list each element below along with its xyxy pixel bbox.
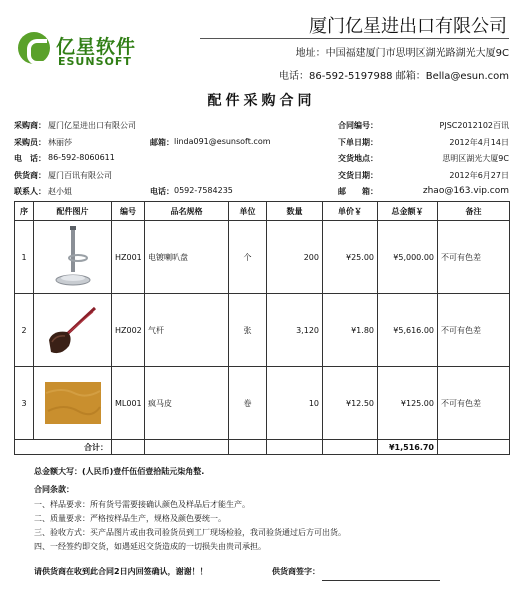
delivery-place-label: 交货地点： <box>338 154 378 163</box>
part-name: 电镀喇叭盘 <box>145 221 229 294</box>
row-number: 2 <box>15 294 34 367</box>
company-address: 地址：中国福建厦门市思明区湖光路湖光大厦9C <box>295 48 509 59</box>
company-logo <box>16 30 166 70</box>
contact-value: 赵小姐 <box>48 187 72 196</box>
col-header: 单价￥ <box>323 202 378 221</box>
tel-label: 电话： <box>150 187 174 196</box>
term-item: 二、质量要求：严格按样品生产，规格及颜色要统一。 <box>34 514 226 523</box>
part-note: 不可有色差 <box>438 221 510 294</box>
order-date-label: 下单日期： <box>338 138 378 147</box>
part-unit: 个 <box>229 221 267 294</box>
empty-cell <box>267 440 323 455</box>
buyer-label: 采购商： <box>14 121 46 130</box>
col-header: 单位 <box>229 202 267 221</box>
table-row <box>15 367 510 440</box>
total-label: 合计： <box>15 440 112 455</box>
row-number: 3 <box>15 367 34 440</box>
table-row <box>15 221 510 294</box>
purchaser-label: 采购员： <box>14 138 46 147</box>
term-item: 三、验收方式：买产品图片或由我司验货员到工厂现场检验，我司验货通过后方可出货。 <box>34 528 346 537</box>
signature-label: 供货商签字： <box>272 567 320 576</box>
empty-cell <box>112 440 145 455</box>
empty-cell <box>323 440 378 455</box>
supplier-label: 供货商： <box>14 171 46 180</box>
part-unit: 卷 <box>229 367 267 440</box>
terms-heading: 合同条款： <box>34 485 74 494</box>
order-date-value: 2012年4月14日 <box>449 138 509 147</box>
unit-price: ¥25.00 <box>323 221 378 294</box>
delivery-date-value: 2012年6月27日 <box>449 171 509 180</box>
table-header-row <box>15 202 510 221</box>
col-header: 数量 <box>267 202 323 221</box>
part-code: HZ002 <box>112 294 145 367</box>
supplier-value: 厦门百讯有限公司 <box>48 171 112 180</box>
phone-value: 86-592-8060611 <box>48 153 115 162</box>
phone-label: 电 话： <box>14 154 46 163</box>
table-row <box>15 294 510 367</box>
contract-no-value: PJSC2012102百讯 <box>439 121 509 130</box>
part-qty: 200 <box>267 221 323 294</box>
logo-english-name: ESUNSOFT <box>58 55 132 68</box>
header-divider <box>200 38 509 39</box>
part-image <box>34 221 112 294</box>
company-name: 厦门亿星进出口有限公司 <box>309 16 507 37</box>
parts-table <box>14 201 510 455</box>
email-value: linda091@esunsoft.com <box>174 137 271 146</box>
part-code: HZ001 <box>112 221 145 294</box>
row-number: 1 <box>15 221 34 294</box>
contract-no-label: 合同编号： <box>338 121 378 130</box>
empty-cell <box>438 440 510 455</box>
part-image <box>34 294 112 367</box>
col-header: 总金额￥ <box>378 202 438 221</box>
part-note: 不可有色差 <box>438 294 510 367</box>
company-contact: 电话：86-592-5197988 邮箱：Bella@esun.com <box>278 71 509 82</box>
line-amount: ¥125.00 <box>378 367 438 440</box>
col-header: 品名规格 <box>145 202 229 221</box>
part-image <box>34 367 112 440</box>
line-amount: ¥5,616.00 <box>378 294 438 367</box>
part-code: ML001 <box>112 367 145 440</box>
buyer-value: 厦门亿星进出口有限公司 <box>48 121 136 130</box>
part-qty: 3,120 <box>267 294 323 367</box>
col-header: 配件图片 <box>34 202 112 221</box>
logo-chinese-name: 亿星软件 <box>56 36 137 58</box>
delivery-date-label: 交货日期： <box>338 171 378 180</box>
amount-in-words: 总金额大写：(人民币)壹仟伍佰壹拾陆元柒角整. <box>34 467 205 476</box>
total-amount: ¥1,516.70 <box>378 440 438 455</box>
line-amount: ¥5,000.00 <box>378 221 438 294</box>
term-item: 四、一经签约即交货，如遇延迟交货造成的一切损失由贵司承担。 <box>34 542 266 551</box>
confirm-request: 请供货商在收到此合同2日内回签确认，谢谢！！ <box>34 567 208 576</box>
empty-cell <box>145 440 229 455</box>
total-row <box>15 440 510 455</box>
part-name: 气杆 <box>145 294 229 367</box>
unit-price: ¥1.80 <box>323 294 378 367</box>
logo-icon <box>18 32 50 64</box>
unit-price: ¥12.50 <box>323 367 378 440</box>
part-qty: 10 <box>267 367 323 440</box>
empty-cell <box>229 440 267 455</box>
col-header: 序 <box>15 202 34 221</box>
document-title: 配件采购合同 <box>207 93 316 109</box>
chair-base-icon <box>46 224 100 290</box>
col-header: 编号 <box>112 202 145 221</box>
delivery-place-value: 思明区湖光大厦9C <box>442 154 509 163</box>
part-name: 疯马皮 <box>145 367 229 440</box>
contact-label: 联系人： <box>14 187 46 196</box>
term-item: 一、样品要求：所有货号需要接确认颜色及样品后才能生产。 <box>34 500 250 509</box>
signature-line <box>322 580 440 581</box>
col-header: 备注 <box>438 202 510 221</box>
mail-label: 邮 箱： <box>338 187 378 196</box>
purchaser-value: 林丽莎 <box>48 138 72 147</box>
part-unit: 张 <box>229 294 267 367</box>
leather-swatch <box>44 381 102 425</box>
tel-value: 0592-7584235 <box>174 186 233 195</box>
email-label: 邮箱： <box>150 138 174 147</box>
mail-value: zhao@163.vip.com <box>422 186 509 196</box>
gas-lever-icon <box>43 300 103 360</box>
part-note: 不可有色差 <box>438 367 510 440</box>
